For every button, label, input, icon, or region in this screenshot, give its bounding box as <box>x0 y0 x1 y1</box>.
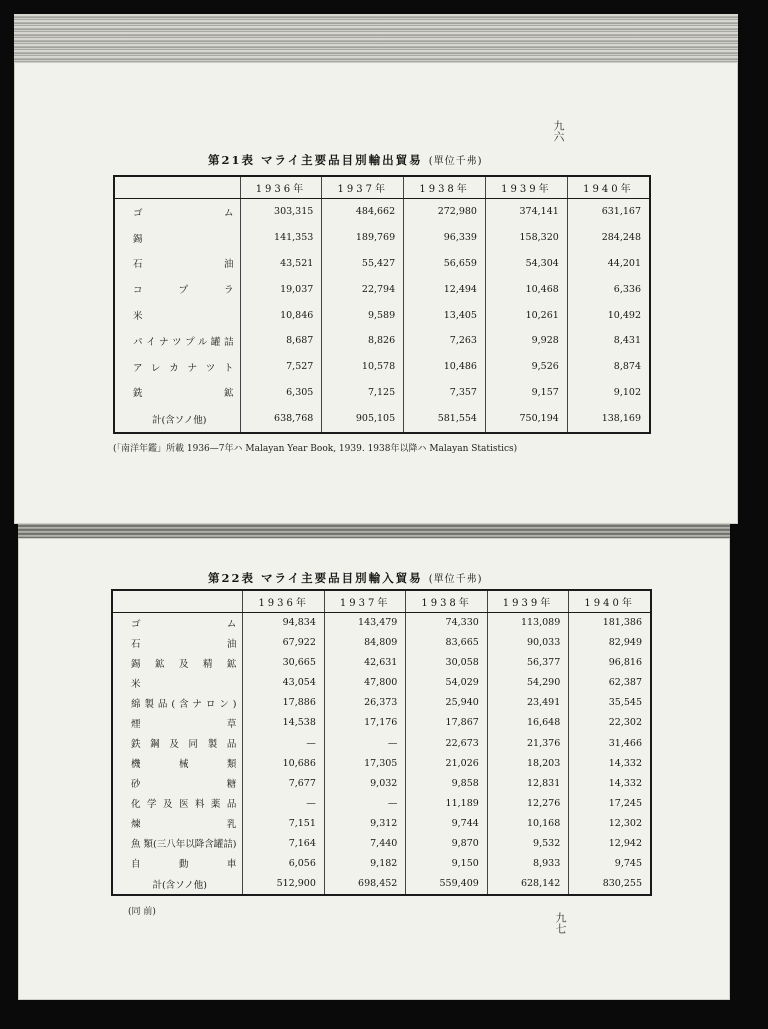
cell-value: 22,302 <box>569 713 651 733</box>
row-label: 化学及医料薬品 <box>131 799 237 811</box>
header-blank <box>112 590 243 612</box>
row-label: 米 <box>131 678 141 690</box>
cell-value: 12,942 <box>569 833 651 853</box>
cell-value: 581,554 <box>404 405 486 433</box>
cell-value: 9,858 <box>406 773 487 793</box>
cell-value: 12,302 <box>569 813 651 833</box>
cell-value: 7,164 <box>243 833 324 853</box>
cell-value: 8,431 <box>567 328 650 354</box>
cell-value: — <box>243 793 324 813</box>
cell-value: 12,494 <box>404 276 486 302</box>
cell-value: 7,440 <box>324 833 405 853</box>
cell-value: — <box>324 733 405 753</box>
cell-value: 10,846 <box>240 302 322 328</box>
row-label: 煉 乳 <box>131 819 237 831</box>
row-label: 鉄鋼及同製品 <box>131 739 237 751</box>
cell-value: 35,545 <box>569 693 651 713</box>
cell-value: 6,336 <box>567 276 650 302</box>
row-label: パイナツプル罐詰 <box>133 336 234 348</box>
cell-value: 181,386 <box>569 612 651 633</box>
cell-value: 74,330 <box>406 612 487 633</box>
cell-value: 9,526 <box>485 354 567 380</box>
cell-value: 13,405 <box>404 302 486 328</box>
cell-value: 22,794 <box>322 276 404 302</box>
header-blank <box>114 176 240 198</box>
cell-value: 22,673 <box>406 733 487 753</box>
row-label: 自 動 車 <box>131 859 237 871</box>
cell-value: 628,142 <box>487 873 568 895</box>
table22-name: マライ主要品目別輸入貿易 <box>261 571 423 585</box>
cell-value: 10,468 <box>485 276 567 302</box>
table22-unit: (單位千弗) <box>428 574 483 585</box>
cell-value: 83,665 <box>406 633 487 653</box>
cell-value: 750,194 <box>485 405 567 433</box>
table22-source: (同 前) <box>128 907 156 917</box>
cell-value: 12,831 <box>487 773 568 793</box>
row-label: 綿製品(含ナロン) <box>131 698 237 710</box>
cell-value: 26,373 <box>324 693 405 713</box>
cell-value: 7,677 <box>243 773 324 793</box>
cell-value: 19,037 <box>240 276 322 302</box>
table-row <box>112 753 651 773</box>
cell-value: 54,029 <box>406 673 487 693</box>
row-label: アレカナツト <box>133 362 234 374</box>
cell-value: 158,320 <box>485 225 567 251</box>
cell-value: 9,745 <box>569 853 651 873</box>
table-row <box>114 276 650 302</box>
cell-value: 7,357 <box>404 380 486 406</box>
row-label: 錫 <box>133 233 143 245</box>
row-label: ゴ ム <box>131 618 237 630</box>
cell-value: 9,102 <box>567 380 650 406</box>
row-label: 機 械 類 <box>131 759 237 771</box>
header-year: 1937年 <box>322 176 404 198</box>
table-row <box>112 673 651 693</box>
cell-value: 698,452 <box>324 873 405 895</box>
cell-value: 559,409 <box>406 873 487 895</box>
cell-value: 8,933 <box>487 853 568 873</box>
row-label: 煙 草 <box>131 718 237 730</box>
table-row <box>114 405 650 433</box>
cell-value: 512,900 <box>243 873 324 895</box>
table-row <box>112 633 651 653</box>
table21 <box>113 175 651 434</box>
cell-value: 18,203 <box>487 753 568 773</box>
header-year: 1936年 <box>240 176 322 198</box>
header-year: 1936年 <box>243 590 324 612</box>
table21-source: (「南洋年鑑」所載 1936—7年ハ Malayan Year Book, 1939. 1938年以降ハ Malayan Statistics) <box>113 444 518 454</box>
cell-value: 44,201 <box>567 251 650 277</box>
table-row <box>112 653 651 673</box>
row-label: 計(含ソノ他) <box>151 414 207 426</box>
table21-title <box>208 152 483 168</box>
cell-value: 96,339 <box>404 225 486 251</box>
cell-value: 14,538 <box>243 713 324 733</box>
cell-value: 43,521 <box>240 251 322 277</box>
cell-value: 9,870 <box>406 833 487 853</box>
cell-value: 56,377 <box>487 653 568 673</box>
cell-value: 17,305 <box>324 753 405 773</box>
table-row <box>112 713 651 733</box>
cell-value: 374,141 <box>485 198 567 225</box>
cell-value: 138,169 <box>567 405 650 433</box>
table-row <box>112 873 651 895</box>
header-year: 1938年 <box>406 590 487 612</box>
header-year: 1940年 <box>567 176 650 198</box>
row-label: 石 油 <box>133 259 234 271</box>
header-year: 1940年 <box>569 590 651 612</box>
table-row <box>114 198 650 225</box>
cell-value: 10,686 <box>243 753 324 773</box>
cell-value: 96,816 <box>569 653 651 673</box>
table-row <box>114 225 650 251</box>
cell-value: 10,261 <box>485 302 567 328</box>
cell-value: — <box>243 733 324 753</box>
cell-value: 7,125 <box>322 380 404 406</box>
cell-value: 16,648 <box>487 713 568 733</box>
cell-value: 284,248 <box>567 225 650 251</box>
table22 <box>111 589 652 896</box>
cell-value: 10,486 <box>404 354 486 380</box>
table-row <box>112 773 651 793</box>
table-row <box>114 354 650 380</box>
cell-value: 830,255 <box>569 873 651 895</box>
table-row <box>114 328 650 354</box>
header-year: 1938年 <box>404 176 486 198</box>
cell-value: 43,054 <box>243 673 324 693</box>
page-edge-middle <box>18 524 730 538</box>
cell-value: 484,662 <box>322 198 404 225</box>
row-label: 錫鉱及精鉱 <box>131 658 237 670</box>
row-label: ゴ ム <box>133 207 234 219</box>
cell-value: 17,245 <box>569 793 651 813</box>
table22-title <box>208 570 483 586</box>
cell-value: 905,105 <box>322 405 404 433</box>
cell-value: 7,263 <box>404 328 486 354</box>
cell-value: 67,922 <box>243 633 324 653</box>
cell-value: 143,479 <box>324 612 405 633</box>
cell-value: 56,659 <box>404 251 486 277</box>
cell-value: 9,312 <box>324 813 405 833</box>
cell-value: 638,768 <box>240 405 322 433</box>
cell-value: 7,151 <box>243 813 324 833</box>
cell-value: 84,809 <box>324 633 405 653</box>
cell-value: 9,928 <box>485 328 567 354</box>
cell-value: 6,305 <box>240 380 322 406</box>
table-row <box>112 693 651 713</box>
cell-value: 54,304 <box>485 251 567 277</box>
cell-value: 9,182 <box>324 853 405 873</box>
cell-value: 21,376 <box>487 733 568 753</box>
cell-value: — <box>324 793 405 813</box>
header-year: 1937年 <box>324 590 405 612</box>
header-year: 1939年 <box>485 176 567 198</box>
cell-value: 23,491 <box>487 693 568 713</box>
cell-value: 30,058 <box>406 653 487 673</box>
cell-value: 7,527 <box>240 354 322 380</box>
table21-name: マライ主要品目別輸出貿易 <box>261 153 423 167</box>
cell-value: 303,315 <box>240 198 322 225</box>
cell-value: 631,167 <box>567 198 650 225</box>
cell-value: 10,168 <box>487 813 568 833</box>
cell-value: 272,980 <box>404 198 486 225</box>
cell-value: 9,589 <box>322 302 404 328</box>
cell-value: 17,867 <box>406 713 487 733</box>
cell-value: 8,874 <box>567 354 650 380</box>
row-label: 計(含ソノ他) <box>152 879 207 891</box>
cell-value: 90,033 <box>487 633 568 653</box>
page-number: 九七 <box>554 912 567 934</box>
table-row <box>112 733 651 753</box>
cell-value: 8,687 <box>240 328 322 354</box>
cell-value: 14,332 <box>569 753 651 773</box>
cell-value: 189,769 <box>322 225 404 251</box>
cell-value: 10,578 <box>322 354 404 380</box>
cell-value: 9,532 <box>487 833 568 853</box>
page-number: 九六 <box>552 120 565 142</box>
cell-value: 14,332 <box>569 773 651 793</box>
table-row <box>112 833 651 853</box>
cell-value: 94,834 <box>243 612 324 633</box>
cell-value: 9,744 <box>406 813 487 833</box>
cell-value: 12,276 <box>487 793 568 813</box>
cell-value: 47,800 <box>324 673 405 693</box>
cell-value: 9,157 <box>485 380 567 406</box>
cell-value: 10,492 <box>567 302 650 328</box>
cell-value: 31,466 <box>569 733 651 753</box>
cell-value: 141,353 <box>240 225 322 251</box>
cell-value: 25,940 <box>406 693 487 713</box>
cell-value: 8,826 <box>322 328 404 354</box>
header-year: 1939年 <box>487 590 568 612</box>
row-label: 砂 糖 <box>131 779 237 791</box>
page-edge-top <box>14 14 738 62</box>
cell-value: 17,886 <box>243 693 324 713</box>
cell-value: 6,056 <box>243 853 324 873</box>
cell-value: 113,089 <box>487 612 568 633</box>
cell-value: 11,189 <box>406 793 487 813</box>
table-row <box>112 813 651 833</box>
table-row <box>112 853 651 873</box>
table-row <box>114 251 650 277</box>
table22-number: 第22表 <box>208 571 256 585</box>
table-row <box>114 302 650 328</box>
table21-unit: (單位千弗) <box>428 156 483 167</box>
cell-value: 42,631 <box>324 653 405 673</box>
cell-value: 82,949 <box>569 633 651 653</box>
row-label: 石 油 <box>131 638 237 650</box>
cell-value: 21,026 <box>406 753 487 773</box>
cell-value: 54,290 <box>487 673 568 693</box>
cell-value: 9,150 <box>406 853 487 873</box>
cell-value: 62,387 <box>569 673 651 693</box>
row-label: 銑 鉱 <box>133 388 234 400</box>
cell-value: 9,032 <box>324 773 405 793</box>
cell-value: 17,176 <box>324 713 405 733</box>
row-label: 米 <box>133 311 143 322</box>
row-label: 魚 類(三八年以降含罐詰) <box>131 839 237 851</box>
table21-number: 第21表 <box>208 153 256 167</box>
cell-value: 55,427 <box>322 251 404 277</box>
table-row <box>112 612 651 633</box>
row-label: コ プ ラ <box>133 285 234 297</box>
table-row <box>114 380 650 406</box>
table-row <box>112 793 651 813</box>
cell-value: 30,665 <box>243 653 324 673</box>
